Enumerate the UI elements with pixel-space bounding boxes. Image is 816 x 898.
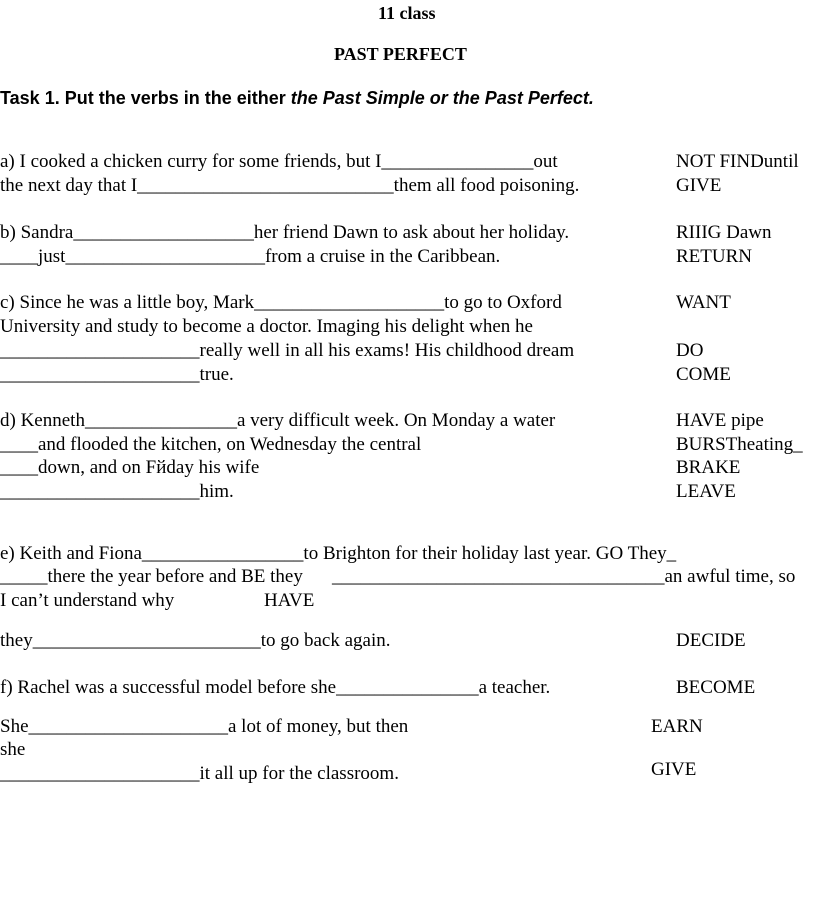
class-label: 11 class — [378, 3, 436, 23]
verb-hint-d-4: LEAVE — [676, 481, 736, 502]
exercise-f-line-2: She_____________________a lot of money, but then — [0, 716, 409, 737]
exercise-f-line-1: f) Rachel was a successful model before she_______________a teacher. — [0, 677, 551, 698]
verb-hint-e-2: DECIDE — [676, 630, 746, 651]
exercise-c-line-4: _____________________true. — [0, 364, 234, 385]
verb-hint-f-2: EARN — [651, 716, 703, 737]
task-instruction-italic: the Past Simple or the Past Perfect. — [290, 88, 594, 108]
verb-hint-a-1: NOT FINDuntil — [676, 151, 799, 172]
exercise-b-line-1: b) Sandra___________________her friend Dawn to ask about her holiday. — [0, 222, 570, 243]
exercise-b-line-2: ____just_____________________from a cruise in the Caribbean. — [0, 246, 501, 267]
exercise-c-line-2: University and study to become a doctor. Imaging his delight when he — [0, 316, 533, 337]
exercise-e-line-4: they________________________to go back again. — [0, 630, 391, 651]
verb-hint-c-2: DO — [676, 340, 704, 361]
verb-hint-e-1: HAVE — [264, 590, 315, 611]
verb-hint-f-1: BECOME — [676, 677, 756, 698]
verb-hint-c-1: WANT — [676, 292, 731, 313]
verb-hint-a-2: GIVE — [676, 175, 722, 196]
verb-hint-f-3: GIVE — [651, 759, 697, 780]
exercise-d-line-2: ____and flooded the kitchen, on Wednesday the central — [0, 434, 422, 455]
exercise-e-line-1: e) Keith and Fiona_________________to Brighton for their holiday last year. GO They_ — [0, 543, 677, 564]
exercise-f-line-4: _____________________it all up for the classroom. — [0, 763, 399, 784]
verb-hint-d-1: HAVE pipe — [676, 410, 764, 431]
verb-hint-b-1: RIIIG Dawn — [676, 222, 772, 243]
exercise-e-line-2: _____there the year before and BE they — [0, 566, 303, 587]
exercise-d-line-1: d) Kenneth________________a very difficult week. On Monday a water — [0, 410, 556, 431]
exercise-e-line-2b: ___________________________________an awful time, so — [332, 566, 796, 587]
verb-hint-d-2: BURSTheating_ — [676, 434, 803, 455]
exercise-a-line-1: a) I cooked a chicken curry for some friends, but I________________out — [0, 151, 558, 172]
page-title: PAST PERFECT — [334, 44, 467, 64]
exercise-c-line-3: _____________________really well in all his exams! His childhood dream — [0, 340, 575, 361]
exercise-f-line-3: she — [0, 739, 26, 760]
verb-hint-d-3: BRAKE — [676, 457, 741, 478]
task-instruction-text: Task 1. Put the verbs in the either — [0, 88, 291, 108]
exercise-c-line-1: c) Since he was a little boy, Mark____________________to go to Oxford — [0, 292, 562, 313]
verb-hint-b-2: RETURN — [676, 246, 752, 267]
exercise-d-line-3: ____down, and on Fйday his wife — [0, 457, 260, 478]
verb-hint-c-3: COME — [676, 364, 731, 385]
task-instruction — [0, 87, 594, 109]
exercise-a-line-2: the next day that I___________________________them all food poisoning. — [0, 175, 580, 196]
exercise-d-line-4: _____________________him. — [0, 481, 234, 502]
exercise-e-line-3: I can’t understand why — [0, 590, 175, 611]
